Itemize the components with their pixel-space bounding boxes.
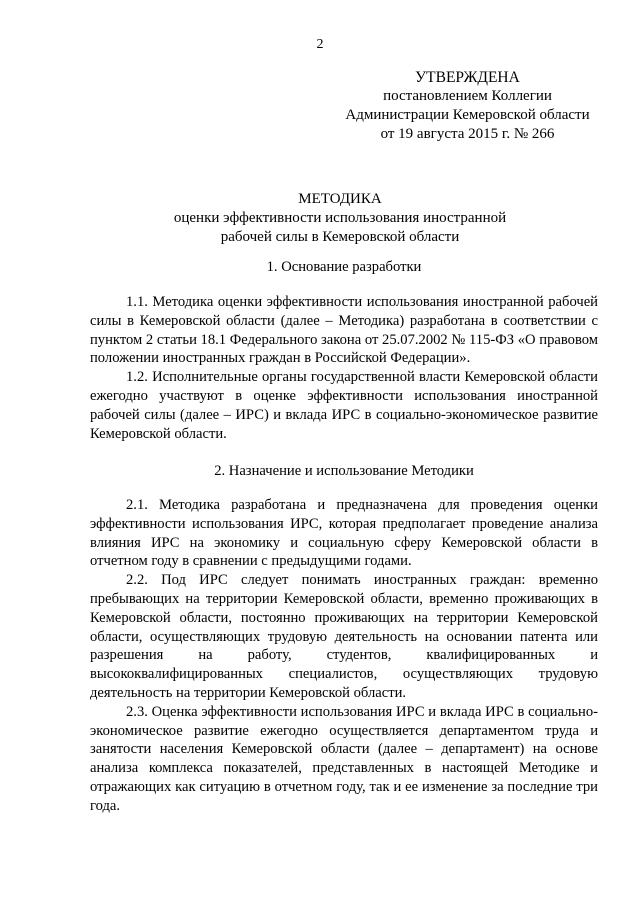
title-main: МЕТОДИКА [298,191,382,207]
title-sub-1: оценки эффективности использования иностранной [173,210,507,226]
title-sub-2: рабочей силы в Кемеровской области [220,229,460,245]
section-1-body [90,293,598,443]
paragraph-2-1: 2.1. Методика разработана и предназначена для проведения оценки эффективности использования ИРС, которая предполагает проведение анализа влияния ИРС на экономику и социальную сферу Кемеровской области в отчетном году в сравнении с предыдущими годами. [90,497,598,570]
paragraph-1-2: 1.2. Исполнительные органы государственной власти Кемеровской области ежегодно участвуют в оценке эффективности использования иностранной рабочей силы (далее – ИРС) и вклада ИРС в социально-экономическое развитие Кемеровской области. [90,369,598,442]
approval-line-1: постановлением Коллегии [383,88,552,104]
paragraph-1-1: 1.1. Методика оценки эффективности использования иностранной рабочей силы в Кемеровской области (далее – Методика) разработана в соответствии с пунктом 2 статьи 18.1 Федерального закона от 25.07.2002 № 115-ФЗ «О правовом положении иностранных граждан в Российской Федерации». [90,294,598,367]
document-title [70,190,610,247]
approval-line-2: Администрации Кемеровской области [345,107,590,123]
paragraph-2-3: 2.3. Оценка эффективности использования ИРС и вклада ИРС в социально-экономическое развитие ежегодно осуществляется департаментом труда и занятости населения Кемеровской области (далее – департамент) на основе анализа комплекса показателей, представленных в настоящей Методике и отражающих как ситуацию в отчетном году, так и ее изменение за последние три года. [90,703,598,814]
section-2-body [90,496,598,816]
approval-block [330,68,605,144]
page-number: 2 [316,37,324,52]
paragraph-2-2: 2.2. Под ИРС следует понимать иностранных граждан: временно пребывающих на территории Кемеровской области, временно проживающих в Кемеровской области, постоянно проживающих на территории Кемеровской области, осуществляющих трудовую деятельность на основании патента или разрешения на работу, студентов, квалифицированных и высококвалифицированных специалистов, осуществляющих трудовую деятельность на территории Кемеровской области. [90,572,598,701]
section-heading-1: 1. Основание разработки [266,259,422,275]
section-heading-2: 2. Назначение и использование Методики [214,463,474,479]
approval-line-3: от 19 августа 2015 г. № 266 [380,126,555,142]
approval-stamp: УТВЕРЖДЕНА [415,69,520,86]
